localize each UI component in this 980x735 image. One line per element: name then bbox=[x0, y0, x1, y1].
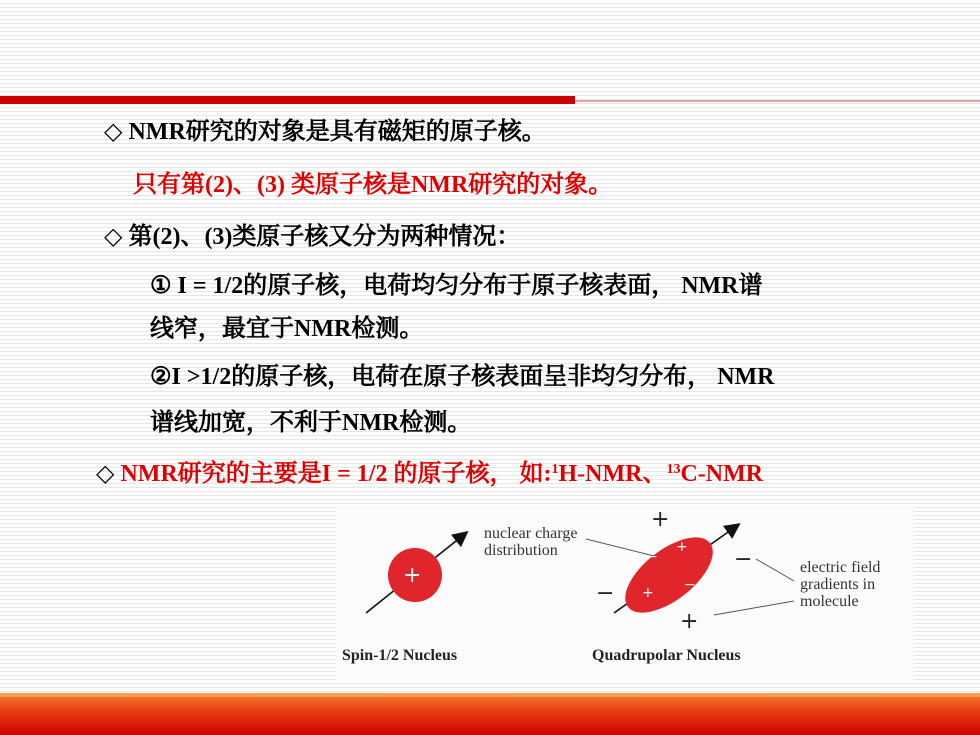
efg-label-line-2: gradients in bbox=[800, 576, 876, 593]
plus-sign: + bbox=[680, 609, 699, 634]
line8-mid: H-NMR、 bbox=[558, 461, 667, 487]
charge-label-line-2: distribution bbox=[484, 542, 558, 559]
plus-sign: + bbox=[642, 585, 654, 601]
plus-sign: + bbox=[403, 563, 422, 588]
top-red-rule bbox=[0, 96, 575, 104]
plus-sign: + bbox=[676, 539, 688, 555]
text-line-1: ◇ NMR研究的对象是具有磁矩的原子核。 bbox=[104, 119, 546, 145]
quadrupolar-nucleus bbox=[613, 523, 726, 626]
line8-sup-13: 13 bbox=[666, 462, 681, 477]
efg-label-line-3: molecule bbox=[800, 593, 859, 610]
nucleus-figure bbox=[336, 505, 914, 681]
spin-half-caption: Spin-1/2 Nucleus bbox=[342, 647, 458, 664]
efg-label-line-1: electric field bbox=[800, 559, 881, 576]
minus-sign: − bbox=[596, 581, 615, 606]
text-line-4: ① I = 1/2的原子核，电荷均匀分布于原子核表面， NMR谱 bbox=[150, 273, 763, 299]
minus-sign: − bbox=[684, 577, 696, 593]
text-line-3: ◇ 第(2)、(3)类原子核又分为两种情况： bbox=[104, 224, 521, 250]
plus-sign: + bbox=[651, 507, 670, 532]
efg-leader-line-2 bbox=[714, 601, 794, 615]
efg-leader-line-1 bbox=[756, 559, 794, 581]
line8-main: NMR研究的主要是I = 1/2 的原子核， 如: bbox=[120, 461, 552, 487]
text-line-2: 只有第(2)、(3) 类原子核是NMR研究的对象。 bbox=[133, 172, 613, 198]
quadrupolar-caption: Quadrupolar Nucleus bbox=[592, 647, 741, 664]
line8-sup-1: 1 bbox=[551, 462, 559, 477]
charge-label-line-1: nuclear charge bbox=[484, 525, 578, 542]
text-line-5: 线窄，最宜于NMR检测。 bbox=[150, 316, 424, 342]
efg-label bbox=[800, 559, 880, 610]
bottom-gradient-bar bbox=[0, 693, 980, 735]
charge-distribution-label bbox=[484, 525, 577, 559]
minus-sign: − bbox=[734, 547, 753, 572]
top-thin-rule bbox=[575, 100, 980, 102]
diamond-bullet: ◇ bbox=[96, 461, 121, 487]
line8-end: C-NMR bbox=[680, 461, 764, 487]
text-line-6: ②I >1/2的原子核，电荷在原子核表面呈非均匀分布， NMR bbox=[150, 364, 775, 390]
minus-sign: − bbox=[646, 549, 658, 565]
text-line-8 bbox=[96, 455, 763, 489]
text-line-7: 谱线加宽，不利于NMR检测。 bbox=[150, 410, 472, 436]
